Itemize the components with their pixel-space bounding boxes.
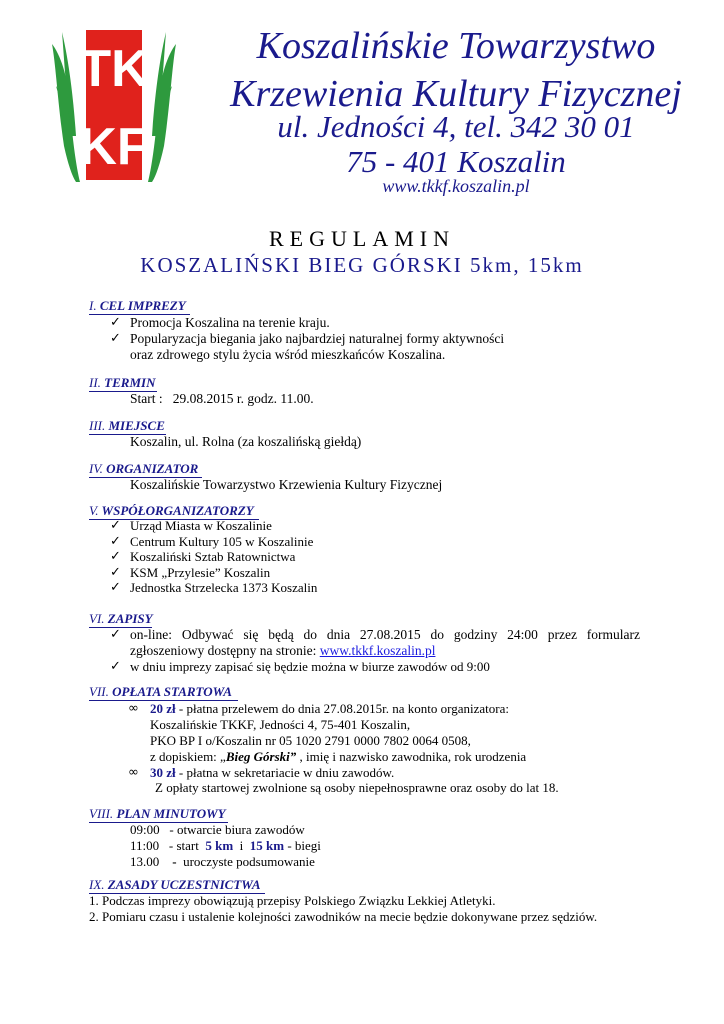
section-title: OPŁATA STARTOWA xyxy=(112,684,232,699)
section-number: VII. xyxy=(89,684,109,699)
location-text: Koszalin, ul. Rolna (za koszalińską giełdą) xyxy=(130,434,362,449)
section-plan-heading xyxy=(89,806,226,822)
schedule-dash: - xyxy=(172,854,177,869)
fee-amount: 30 zł xyxy=(150,765,176,780)
schedule-start-suffix: - biegi xyxy=(287,838,321,853)
check-icon: ✓ xyxy=(110,549,121,564)
logo-text-kf: KF xyxy=(79,118,149,176)
document-title: REGULAMIN xyxy=(269,226,455,251)
section-organizator-heading xyxy=(89,461,198,477)
section-zasady-heading xyxy=(89,877,261,893)
fee-description: - płatna przelewem do dnia 27.08.2015r. na konto organizatora: xyxy=(178,701,509,716)
co-organizer-item: KSM „Przylesie” Koszalin xyxy=(130,565,271,580)
distance-5km: 5 km xyxy=(205,838,234,853)
schedule-conjunction: i xyxy=(239,838,244,853)
transfer-reference-prefix: z dopiskiem: „ xyxy=(150,749,226,764)
list-item: Promocja Koszalina na terenie kraju. xyxy=(130,315,330,330)
rule-item: 2. Pomiaru czasu i ustalenie kolejności zawodników na mecie będzie dokonywane przez sędziów. xyxy=(89,909,598,924)
co-organizer-item: Centrum Kultury 105 w Koszalinie xyxy=(130,534,314,549)
schedule-row xyxy=(130,854,315,870)
check-icon: ✓ xyxy=(110,315,121,330)
section-title: MIEJSCE xyxy=(108,418,165,433)
schedule-description: uroczyste podsumowanie xyxy=(183,854,315,869)
co-organizer-item: Urząd Miasta w Koszalinie xyxy=(130,518,272,533)
section-title: WSPÓŁORGANIZATORZY xyxy=(101,503,254,518)
section-number: IX. xyxy=(89,877,105,892)
bank-account-number: PKO BP I o/Koszalin nr 05 1020 2791 0000 7802 0064 0508, xyxy=(150,733,471,748)
section-miejsce-heading xyxy=(89,418,165,434)
online-registration-text: on-line: Odbywać się będą do dnia 27.08.2015 do godziny 24:00 przez formularz xyxy=(130,627,640,642)
org-city: 75 - 401 Koszalin xyxy=(346,144,566,179)
online-registration-label: zgłoszeniowy dostępny na stronie: xyxy=(130,643,317,658)
check-icon: ✓ xyxy=(110,518,121,533)
fee-transfer-line xyxy=(150,701,509,717)
rule-item: 1. Podczas imprezy obowiązują przepisy Polskiego Związku Lekkiej Atletyki. xyxy=(89,893,496,908)
section-title: CEL IMPREZY xyxy=(99,298,186,313)
logo-text-tk: TK xyxy=(79,40,149,98)
org-website: www.tkkf.koszalin.pl xyxy=(382,176,530,196)
section-number: IV. xyxy=(89,461,103,476)
list-item: Popularyzacja biegania jako najbardziej naturalnej formy aktywności xyxy=(130,331,505,346)
onsite-registration-text: w dniu imprezy zapisać się będzie można w biurze zawodów od 9:00 xyxy=(130,659,490,674)
section-title: ZASADY UCZESTNICTWA xyxy=(107,877,261,892)
schedule-row xyxy=(130,838,321,854)
transfer-reference-title: Bieg Górski” xyxy=(225,749,297,764)
co-organizer-item: Koszaliński Sztab Ratownictwa xyxy=(130,549,296,564)
check-icon: ✓ xyxy=(110,659,121,674)
infinity-bullet-icon: ∞ xyxy=(128,765,139,780)
check-icon: ✓ xyxy=(110,534,121,549)
section-number: VI. xyxy=(89,611,105,626)
co-organizer-item: Jednostka Strzelecka 1373 Koszalin xyxy=(130,580,318,595)
transfer-reference-suffix: , imię i nazwisko zawodnika, rok urodzenia xyxy=(296,749,527,764)
schedule-row: 09:00 - otwarcie biura zawodów xyxy=(130,822,305,837)
infinity-bullet-icon: ∞ xyxy=(128,701,139,716)
distance-15km: 15 km xyxy=(249,838,285,853)
section-title: ORGANIZATOR xyxy=(106,461,199,476)
org-address: ul. Jedności 4, tel. 342 30 01 xyxy=(277,109,635,144)
check-icon: ✓ xyxy=(110,565,121,580)
section-number: V. xyxy=(89,503,99,518)
fee-onsite-line xyxy=(150,765,394,781)
transfer-reference xyxy=(150,749,526,765)
check-icon: ✓ xyxy=(110,580,121,595)
schedule-time: 13.00 xyxy=(130,854,160,869)
section-number: II. xyxy=(89,375,101,390)
registration-link[interactable]: www.tkkf.koszalin.pl xyxy=(319,643,436,658)
section-number: VIII. xyxy=(89,806,114,821)
section-zapisy-heading xyxy=(89,611,153,627)
fee-amount: 20 zł xyxy=(150,701,176,716)
tkkf-logo xyxy=(50,26,178,184)
section-number: III. xyxy=(89,418,106,433)
event-title: KOSZALIŃSKI BIEG GÓRSKI 5km, 15km xyxy=(140,253,584,277)
schedule-start-prefix: 11:00 - start xyxy=(130,838,199,853)
section-oplata-heading xyxy=(89,684,232,700)
check-icon: ✓ xyxy=(110,331,121,346)
fee-description: - płatna w sekretariacie w dniu zawodów. xyxy=(178,765,395,780)
fee-exemption-text: Z opłaty startowej zwolnione są osoby niepełnosprawne oraz osoby do lat 18. xyxy=(155,780,559,795)
section-title: TERMIN xyxy=(104,375,156,390)
org-name-line1: Koszalińskie Towarzystwo xyxy=(256,25,656,67)
section-cel-imprezy-heading xyxy=(89,298,186,314)
start-datetime: Start : 29.08.2015 r. godz. 11.00. xyxy=(130,391,314,406)
list-item-continuation: oraz zdrowego stylu życia wśród mieszkańców Koszalina. xyxy=(130,347,446,362)
bank-account-holder: Koszalińskie TKKF, Jedności 4, 75-401 Koszalin, xyxy=(150,717,411,732)
check-icon: ✓ xyxy=(110,627,121,642)
section-number: I. xyxy=(89,298,97,313)
org-name-line2: Krzewienia Kultury Fizycznej xyxy=(230,73,682,115)
section-title: PLAN MINUTOWY xyxy=(116,806,226,821)
section-wspolorganizatorzy-heading xyxy=(89,503,254,519)
organizer-text: Koszalińskie Towarzystwo Krzewienia Kultury Fizycznej xyxy=(130,477,443,492)
section-termin-heading xyxy=(89,375,155,391)
online-registration-text-cont xyxy=(130,643,435,659)
section-title: ZAPISY xyxy=(107,611,153,626)
